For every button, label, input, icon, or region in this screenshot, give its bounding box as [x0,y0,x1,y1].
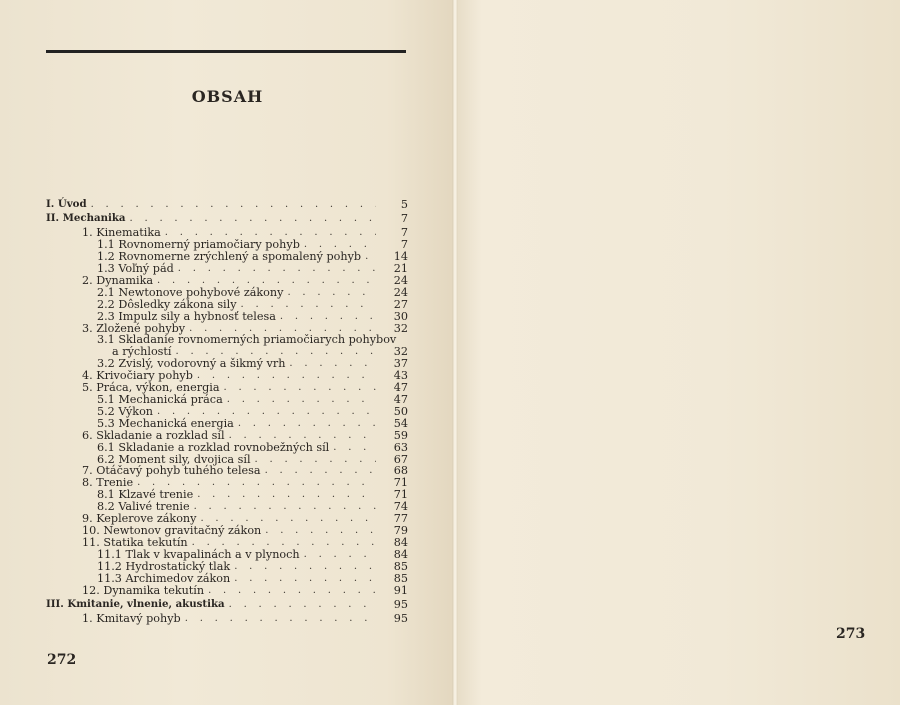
toc-entry-label: I. Úvod [46,197,87,210]
dot-leader [365,251,376,263]
dot-leader [91,199,376,211]
dot-leader [224,382,376,394]
dot-leader [229,599,376,611]
toc-entry [46,561,408,573]
toc-entry-label: 5.1 Mechanická práca [97,393,223,406]
toc-entry-label: 5.2 Výkon [97,404,154,418]
dot-leader [197,489,376,501]
toc-chapter [46,199,408,211]
dot-leader [333,442,376,454]
toc-entry-label: 5.3 Mechanická energia [97,416,234,430]
toc-entry-page: 32 [393,345,408,359]
dot-leader [265,465,376,477]
toc-entry-label: 1. Kinematika [82,226,161,240]
toc-entry-label: 11.1 Tlak v kvapalinách a v plynoch [97,547,300,561]
toc-entry [46,573,408,585]
toc-entry-page: 84 [393,535,408,549]
dot-leader [287,287,376,299]
toc-entry [46,311,408,323]
dot-leader [234,561,376,573]
toc-entry-page: 7 [400,238,408,252]
toc-entry-page: 85 [393,571,408,585]
toc-entry [46,430,408,442]
toc-entry-label: 2.3 Impulz sily a hybnosť telesa [97,309,276,323]
dot-leader [229,430,376,442]
toc-entry-label: 3. Zložené pohyby [82,321,186,335]
page-title: OBSAH [191,87,264,106]
toc-entry-page: 95 [393,612,408,626]
toc-entry-page: 68 [393,464,408,478]
toc-entry-label: II. Mechanika [46,211,126,224]
dot-leader [192,537,376,549]
toc-entry [46,442,408,454]
toc-entry [46,549,408,561]
toc-entry-page: 71 [393,476,408,490]
toc-entry-page: 5 [400,197,408,211]
toc-entry-page: 95 [393,597,408,611]
toc-entry-page: 37 [393,357,408,371]
toc-entry-page: 32 [393,321,408,335]
dot-leader [238,418,376,430]
toc-entry [46,613,408,625]
dot-leader [265,525,376,537]
dot-leader [280,311,376,323]
page-number-right: 273 [836,626,866,642]
toc-entry-page: 14 [393,250,408,264]
toc-entry-page: 7 [400,226,408,240]
toc-entry-page: 54 [393,416,408,430]
toc-entry-page: 24 [393,273,408,287]
dot-leader [194,501,376,513]
toc-entry [46,585,408,597]
toc-entry-page: 47 [393,393,408,406]
toc-entry-page: 79 [393,523,408,537]
toc-entry-page: 63 [393,440,408,454]
toc-entry-label: 11.3 Archimedov zákon [97,571,231,585]
toc-entry-label: III. Kmitanie, vlnenie, akustika [46,597,225,610]
header-rule [46,50,406,53]
dot-leader [289,358,376,370]
toc-entry-label: 2. Dynamika [82,273,154,287]
page-number-left: 272 [47,652,77,668]
toc-entry-page: 7 [400,211,408,225]
toc-entry-label: a rýchlostí [112,345,172,359]
toc-entry-page: 21 [393,262,408,276]
dot-leader [255,454,376,466]
toc-entry-label: 4. Krivočiary pohyb [82,369,193,383]
toc-entry-page: 85 [393,559,408,573]
toc-entry-page: 77 [393,512,408,526]
toc-entry-label: 11.2 Hydrostatický tlak [97,559,231,573]
toc-entry-page: 47 [393,381,408,395]
dot-leader [178,263,376,275]
toc-entry-page: 91 [393,583,408,597]
toc-entry-label: 1.3 Voľný pád [97,262,174,276]
dot-leader [227,394,376,406]
dot-leader [130,213,376,225]
book-gutter [452,0,458,705]
toc-chapter [46,213,408,225]
toc-entry-label: 1.2 Rovnomerne zrýchlený a spomalený pohyb [97,250,362,264]
dot-leader [197,370,376,382]
dot-leader [241,299,376,311]
toc-chapter [46,599,408,611]
toc-entry-label: 6.2 Moment sily, dvojica síl [97,452,251,466]
right-page [455,0,900,705]
toc-entry-page: 84 [393,547,408,561]
toc-entry-page: 24 [393,285,408,299]
toc-entry [46,537,408,549]
toc-entry-label: 8.1 Klzavé trenie [97,488,194,502]
dot-leader [208,585,376,597]
toc-entry-page: 59 [393,428,408,442]
dot-leader [304,549,376,561]
toc-entry-page: 71 [393,488,408,502]
toc-entry-page: 74 [393,500,408,514]
dot-leader [185,613,376,625]
dot-leader [234,573,376,585]
toc-entry-page: 50 [393,404,408,418]
toc-entry-label: 8. Trenie [82,476,134,490]
toc-entry-page: 30 [393,309,408,323]
toc-entry-label: 2.1 Newtonove pohybové zákony [97,285,284,299]
toc-entry-label: 6.1 Skladanie a rozklad rovnobežných síl [97,440,330,454]
toc-entry [46,299,408,311]
toc-entry-page: 67 [393,452,408,466]
toc-entry-label: 1.1 Rovnomerný priamočiary pohyb [97,238,300,252]
toc-entry-label: 1. Kmitavý pohyb [82,612,181,626]
toc-entry-label: 10. Newtonov gravitačný zákon [82,523,262,537]
toc-entry [46,287,408,299]
toc-entry-label: 11. Statika tekutín [82,535,188,549]
toc-entry-label: 12. Dynamika tekutín [82,583,205,597]
toc-entry-label: 8.2 Valivé trenie [97,500,190,514]
toc-entry-page: 27 [393,297,408,311]
toc-entry-label: 6. Skladanie a rozklad síl [82,428,225,442]
toc-entry-label: 7. Otáčavý pohyb tuhého telesa [82,464,261,478]
toc-entry-label: 9. Keplerove zákony [82,512,197,526]
toc-entry-label: 2.2 Dôsledky zákona sily [97,297,237,311]
toc-entry-label: 3.1 Skladanie rovnomerných priamočiarych pohybov [97,333,397,347]
toc-entry-page: 43 [393,369,408,383]
toc-entry [46,334,408,346]
toc-entry [46,418,408,430]
toc-entry-label: 5. Práca, výkon, energia [82,381,220,395]
table-of-contents-left [46,196,408,625]
toc-entry-label: 3.2 Zvislý, vodorovný a šikmý vrh [97,357,286,371]
